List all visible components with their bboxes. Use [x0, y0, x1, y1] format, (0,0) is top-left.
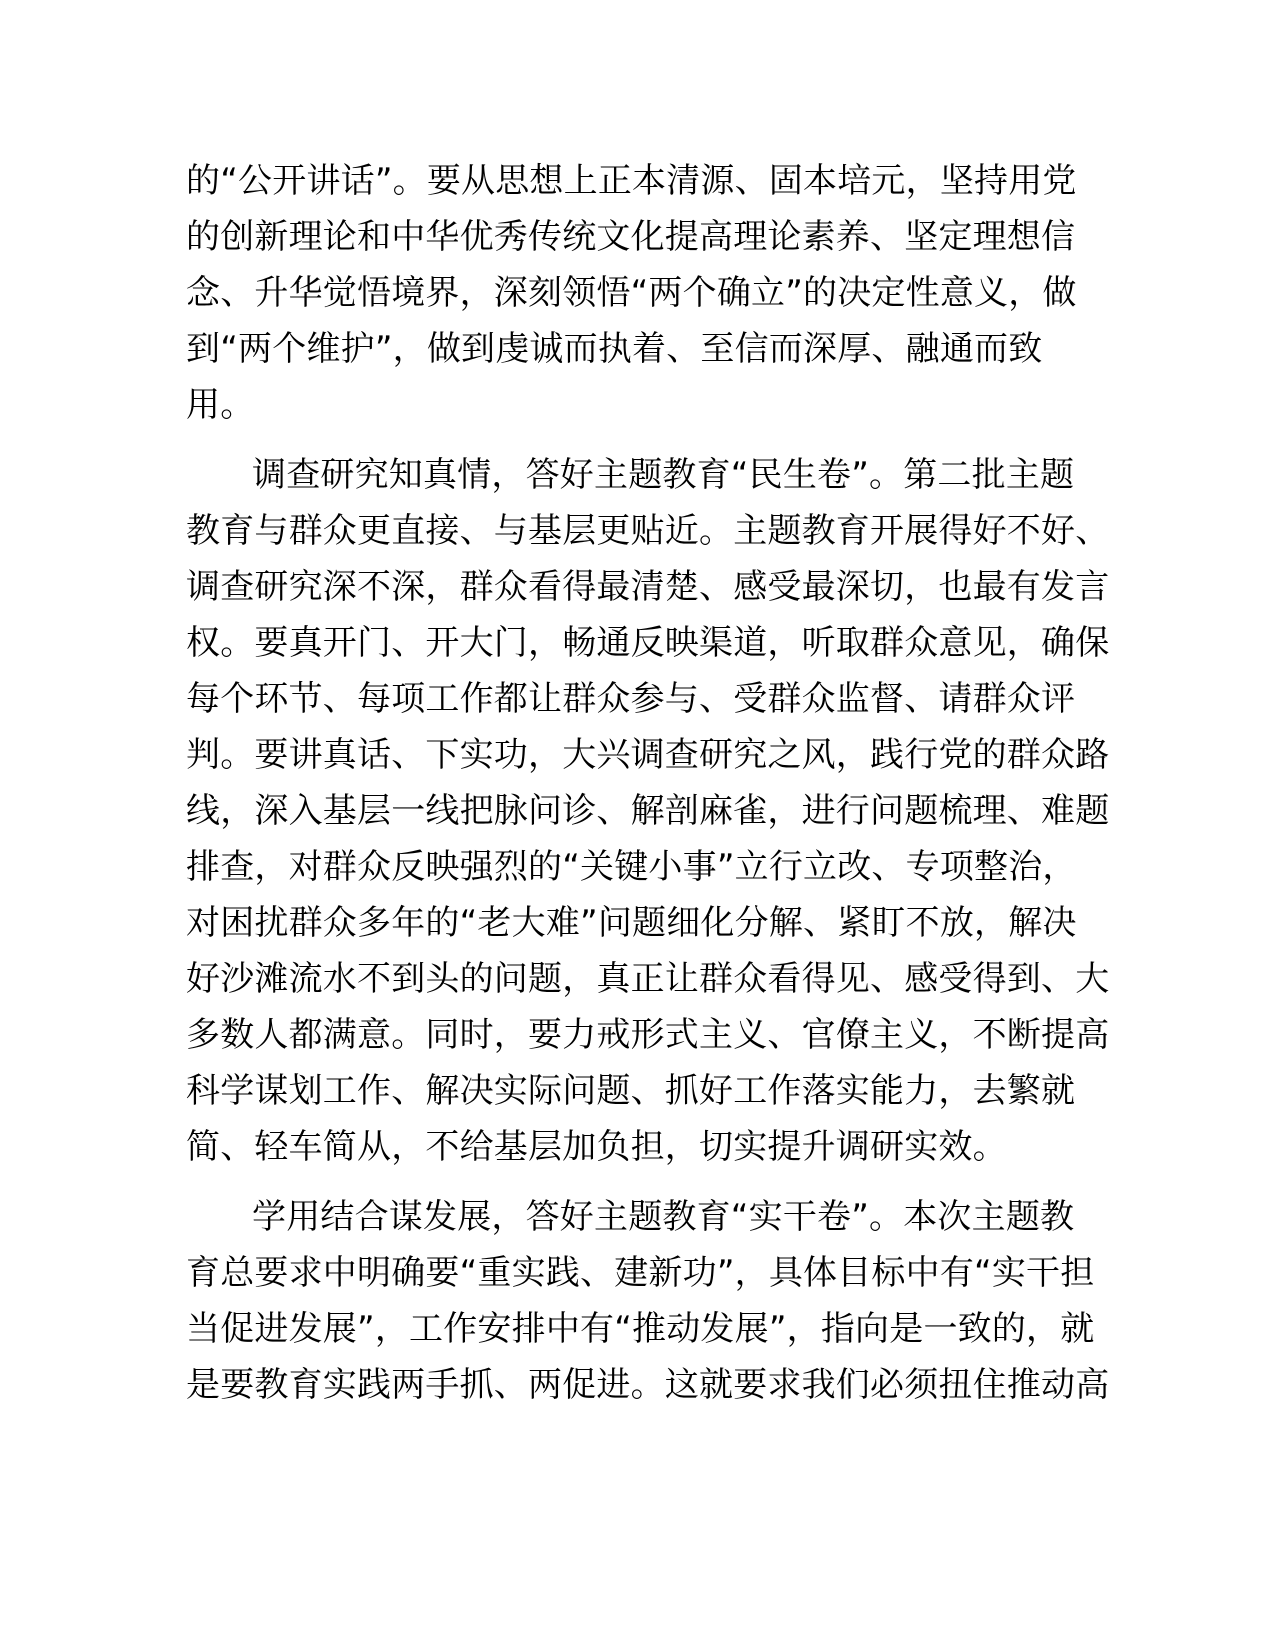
text-line: 多数人都满意。同时，要力戒形式主义、官僚主义，不断提高	[186, 1015, 1110, 1055]
text-line: 每个环节、每项工作都让群众参与、受群众监督、请群众评	[186, 679, 1076, 719]
text-line: 排查，对群众反映强烈的“关键小事”立行立改、专项整治，	[186, 847, 1077, 887]
text-line: 是要教育实践两手抓、两促进。这就要求我们必须扭住推动高	[186, 1365, 1110, 1405]
paragraph-2	[186, 447, 1110, 1175]
text-line: 对困扰群众多年的“老大难”问题细化分解、紧盯不放，解决	[186, 903, 1077, 943]
text-line: 当促进发展”，工作安排中有“推动发展”，指向是一致的，就	[186, 1309, 1095, 1349]
text-line: 的创新理论和中华优秀传统文化提高理论素养、坚定理想信	[186, 217, 1076, 257]
text-line: 权。要真开门、开大门，畅通反映渠道，听取群众意见，确保	[186, 623, 1110, 663]
paragraph-3	[186, 1189, 1110, 1413]
text-line: 好沙滩流水不到头的问题，真正让群众看得见、感受得到、大	[186, 959, 1110, 999]
text-line: 科学谋划工作、解决实际问题、抓好工作落实能力，去繁就	[186, 1071, 1076, 1111]
text-line: 的“公开讲话”。要从思想上正本清源、固本培元，坚持用党	[186, 161, 1077, 201]
text-line: 念、升华觉悟境界，深刻领悟“两个确立”的决定性意义，做	[186, 273, 1077, 313]
text-line: 到“两个维护”，做到虔诚而执着、至信而深厚、融通而致	[186, 329, 1043, 369]
text-line: 教育与群众更直接、与基层更贴近。主题教育开展得好不好、	[186, 511, 1110, 551]
text-line: 用。	[186, 385, 255, 425]
text-line: 简、轻车简从，不给基层加负担，切实提升调研实效。	[186, 1127, 1007, 1167]
text-line: 线，深入基层一线把脉问诊、解剖麻雀，进行问题梳理、难题	[186, 791, 1110, 831]
text-line: 判。要讲真话、下实功，大兴调查研究之风，践行党的群众路	[186, 735, 1110, 775]
document-body	[186, 153, 1110, 1427]
text-line: 育总要求中明确要“重实践、建新功”，具体目标中有“实干担	[186, 1253, 1095, 1293]
text-line: 学用结合谋发展，答好主题教育“实干卷”。本次主题教	[252, 1197, 1075, 1237]
text-line: 调查研究深不深，群众看得最清楚、感受最深切，也最有发言	[186, 567, 1110, 607]
text-line: 调查研究知真情，答好主题教育“民生卷”。第二批主题	[252, 455, 1075, 495]
paragraph-1	[186, 153, 1086, 433]
